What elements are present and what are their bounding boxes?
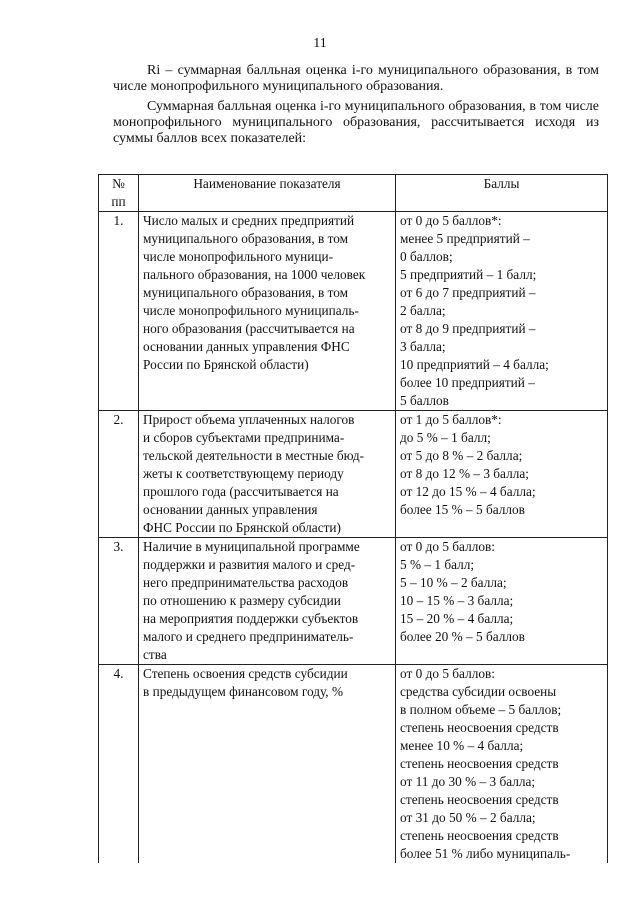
indicator-name-line: основании данных управления ФНС: [143, 339, 350, 354]
score-line: 3 балла;: [400, 339, 446, 354]
score-line: 10 – 15 % – 3 балла;: [400, 593, 514, 608]
indicator-name-line: в предыдущем финансовом году, %: [143, 684, 344, 699]
indicator-name: [139, 538, 396, 665]
indicator-name-line: Число малых и средних предприятий: [143, 213, 355, 228]
score-line: более 10 предприятий –: [400, 375, 535, 390]
indicator-name-line: поддержки и развития малого и сред-: [143, 557, 356, 572]
table-body: [99, 212, 608, 864]
indicator-name-line: малого и среднего предприниматель-: [143, 629, 354, 644]
score-line: степень неосвоения средств: [400, 756, 559, 771]
score-line: менее 5 предприятий –: [400, 231, 530, 246]
score-line: степень неосвоения средств: [400, 792, 559, 807]
indicator-name-line: ФНС России по Брянской области): [143, 520, 341, 535]
score-line: в полном объеме – 5 баллов;: [400, 702, 562, 717]
intro-text-2: Суммарная балльная оценка i-го муниципального образования, в том числе монопрофильного муниципального образования, рассчитывается исходя из суммы баллов всех показателей:: [113, 99, 599, 146]
indicator-name-line: и сборов субъектами предпринима-: [143, 430, 345, 445]
score-line: 5 % – 1 балл;: [400, 557, 475, 572]
row-number: 1.: [99, 212, 139, 411]
page-number: 11: [313, 36, 327, 51]
indicator-name-line: на мероприятия поддержки субъектов: [143, 611, 359, 626]
score-line: средства субсидии освоены: [400, 684, 557, 699]
score-line: степень неосвоения средств: [400, 828, 559, 843]
score-line: менее 10 % – 4 балла;: [400, 738, 524, 753]
indicator-name-line: него предпринимательства расходов: [143, 575, 349, 590]
score-line: от 31 до 50 % – 2 балла;: [400, 810, 536, 825]
intro-paragraph-2: [113, 99, 599, 147]
score-line: от 6 до 7 предприятий –: [400, 285, 536, 300]
score-line: от 11 до 30 % – 3 балла;: [400, 774, 536, 789]
header-number-line2: пп: [111, 194, 126, 209]
indicator-name-line: основании данных управления: [143, 502, 318, 517]
indicator-name-line: тельской деятельности в местные бюд-: [143, 448, 365, 463]
score-description: [396, 212, 608, 411]
indicators-table: [98, 174, 608, 863]
intro-text-1: Ri – суммарная балльная оценка i-го муниципального образования, в том числе монопрофильного муниципального образования.: [113, 63, 599, 94]
score-line: более 51 % либо муниципаль-: [400, 846, 571, 861]
table-row: [99, 411, 608, 538]
score-line: от 12 до 15 % – 4 балла;: [400, 484, 536, 499]
indicator-name-line: пального образования, на 1000 человек: [143, 267, 366, 282]
indicator-name: [139, 212, 396, 411]
indicator-name-line: муниципального образования, в том: [143, 231, 349, 246]
indicator-name-line: муниципального образования, в том: [143, 285, 349, 300]
score-line: 5 предприятий – 1 балл;: [400, 267, 537, 282]
indicator-name-line: прошлого года (рассчитывается на: [143, 484, 339, 499]
score-description: [396, 665, 608, 864]
indicator-name-line: Наличие в муниципальной программе: [143, 539, 360, 554]
score-line: от 0 до 5 баллов:: [400, 539, 495, 554]
header-number: [99, 175, 139, 212]
score-line: степень неосвоения средств: [400, 720, 559, 735]
table-header-row: [99, 175, 608, 212]
header-score: Баллы: [396, 175, 608, 212]
score-line: 15 – 20 % – 4 балла;: [400, 611, 514, 626]
indicator-name-line: Прирост объема уплаченных налогов: [143, 412, 355, 427]
indicator-name-line: Степень освоения средств субсидии: [143, 666, 348, 681]
table-row: [99, 538, 608, 665]
header-number-line1: №: [112, 176, 125, 191]
score-line: 5 – 10 % – 2 балла;: [400, 575, 507, 590]
indicator-name-line: России по Брянской области): [143, 357, 309, 372]
score-line: от 0 до 5 баллов:: [400, 666, 495, 681]
table-row: [99, 212, 608, 411]
indicator-name-line: жеты к соответствующему периоду: [143, 466, 344, 481]
indicator-name-line: числе монопрофильного муниципаль-: [143, 303, 359, 318]
score-line: 10 предприятий – 4 балла;: [400, 357, 549, 372]
row-number: 2.: [99, 411, 139, 538]
indicator-name-line: по отношению к размеру субсидии: [143, 593, 341, 608]
indicator-name-line: числе монопрофильного муници-: [143, 249, 334, 264]
score-line: от 8 до 9 предприятий –: [400, 321, 536, 336]
row-number: 4.: [99, 665, 139, 864]
indicator-name-line: ного образования (рассчитывается на: [143, 321, 355, 336]
score-line: от 0 до 5 баллов*:: [400, 213, 502, 228]
intro-paragraph-1: [113, 63, 599, 95]
score-line: 0 баллов;: [400, 249, 453, 264]
score-description: [396, 411, 608, 538]
table-row: [99, 665, 608, 864]
indicator-name-line: ства: [143, 647, 167, 662]
score-line: более 15 % – 5 баллов: [400, 502, 525, 517]
score-line: 5 баллов: [400, 393, 449, 408]
score-line: от 1 до 5 баллов*:: [400, 412, 502, 427]
indicator-name: [139, 665, 396, 864]
score-line: до 5 % – 1 балл;: [400, 430, 491, 445]
header-indicator-name: Наименование показателя: [139, 175, 396, 212]
score-line: более 20 % – 5 баллов: [400, 629, 525, 644]
score-line: 2 балла;: [400, 303, 446, 318]
score-description: [396, 538, 608, 665]
score-line: от 5 до 8 % – 2 балла;: [400, 448, 523, 463]
score-line: от 8 до 12 % – 3 балла;: [400, 466, 529, 481]
row-number: 3.: [99, 538, 139, 665]
indicator-name: [139, 411, 396, 538]
